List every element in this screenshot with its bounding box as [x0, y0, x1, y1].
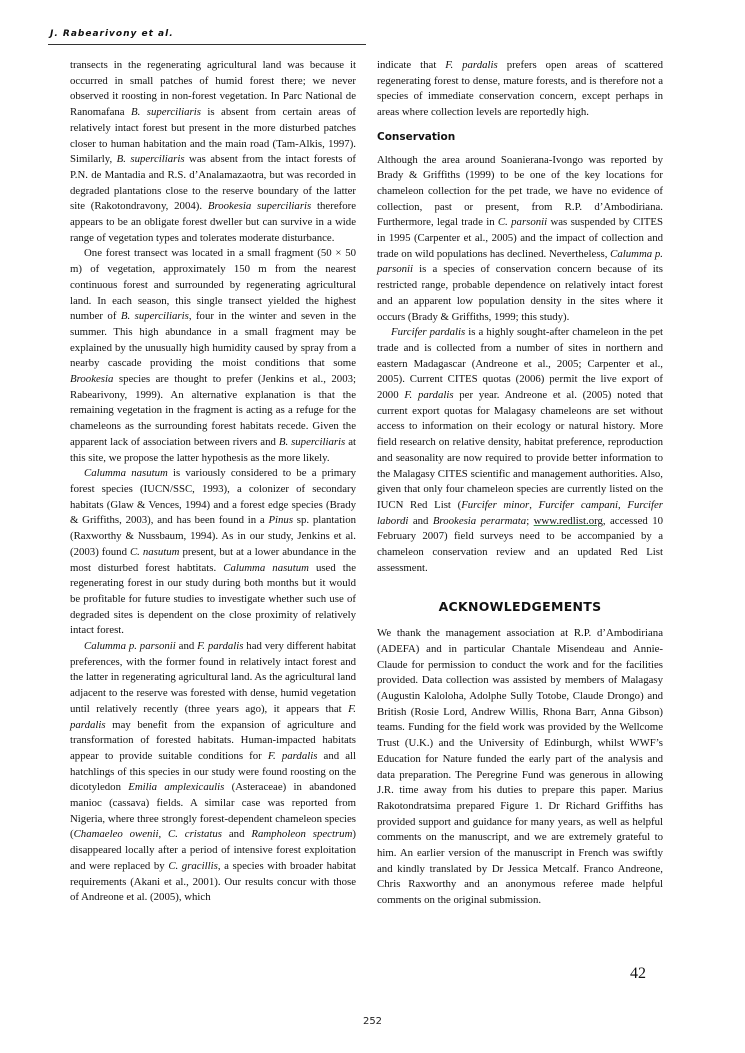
text-run: transects in the regenerating agricultural land was because it occurred in small patches of humid forest there; we never observed it roosting in non-forest vegetation. In Parc National de Ranomafana: [70, 59, 356, 119]
text-run: sp. plantation (Raxworthy & Nussbaum, 1994). As in our study, Jenkins et al. (2003) found: [70, 514, 356, 558]
species-name: Calumma p. parsonii: [377, 247, 663, 276]
text-run: prefers open areas of scattered regenerating forest to dense, mature forests, and is therefore not a species of immediate conservation concern, except perhaps in areas where collection levels are reportedly high.: [377, 59, 663, 119]
paragraph: [377, 325, 663, 576]
species-name: C. nasutum: [129, 545, 180, 558]
species-name: F. pardalis: [404, 389, 454, 402]
species-name: Brookesia perarmata: [432, 514, 527, 527]
header-rule: [48, 44, 366, 45]
text-run: was suspended by CITES in 1995 (Carpenter et al., 2005) and the impact of collection and trade on wild populations has declined. Nevertheless,: [377, 216, 663, 260]
species-name: B. superciliaris: [120, 310, 189, 323]
species-name: Furcifer campani: [538, 498, 619, 511]
text-run: per year. Andreone et al. (2005) noted that current export quotas for Malagasy chameleons are set without access to information on their ecology or natural history. More field research on relative density, habitat preference, reproduction and seasonality are now required to provide better information to the Malagasy CITES scientific and management authorities. Also, given that only four chameleon species are currently listed on the IUCN Red List (: [377, 389, 664, 511]
species-name: Brookesia superciliaris: [207, 200, 312, 213]
text-run: , a species with broader habitat requirements (Akani et al., 2001). Our results concur with those of Andreone et al. (2005), which: [70, 859, 357, 904]
text-run: One forest transect was located in a small fragment (50 × 50 m) of vegetation, approximately 150 m from the nearest continuous forest and surrounded by regenerating agricultural land. In each season, this single transect yielded the highest number of: [70, 247, 356, 323]
text-run: Although the area around Soanierana-Ivongo was reported by Brady & Griffiths (1999) to be one of the key locations for chameleon collection for the pet trade, we have no evidence of collection, past or present, from R.P. d’Ambodiriana. Furthermore, legal trade in: [377, 153, 663, 229]
text-run: present, but at a lower abundance in the most disturbed forest habtitats.: [70, 545, 357, 574]
text-run: had very different habitat preferences, with the former found in relatively intact forest and the latter in regenerating agricultural land. As the agricultural land adjacent to the reserve was forested with dense, humid vegetation until relatively recently (three years ago), it appears that: [70, 640, 357, 715]
species-name: Chamaeleo owenii: [73, 828, 159, 841]
species-name: B. superciliaris: [278, 435, 346, 448]
species-name: Brookesia: [70, 373, 114, 386]
species-name: F. pardalis: [267, 749, 318, 762]
species-name: Pinus: [268, 514, 294, 527]
text-run: We thank the management association at R.P. d’Ambodiriana (ADEFA) and in particular Chantale Misendeau and Annie-Claude for permission to conduct the work and for the facilities provided. Data collection was assisted by members of Malagasy (Augustin Kaloloha, Adolphe Sully Totobe, Claude Drongo) and British (Rosie Lord, Andrew Willis, Rhona Barr, Anna Gibson) teams. Funding for the field work was provided by the Wellcome Trust (U.K.) and the University of Edinburgh, whilst WWF’s Education for Nature funded the early part of the analysis and data preparation. The Peregrine Fund was generous in allowing J.R. time away from his duties to prepare this paper. Marius Rakotondratsima prepared Figure 1. Dr Richard Griffiths has provided support and guidance for many years, as well as helpful comments on the manuscript, and we are extremely grateful to him. An earlier version of the manuscript in French was swiftly and kindly translated by Dr Jessica Metcalf. Franco Andreone, Chris Raxworthy and an anonymous referee made helpful comments on the original submission.: [377, 627, 663, 907]
paragraph: [70, 466, 356, 639]
handwritten-page-number: 42: [630, 965, 646, 982]
text-run: ,: [529, 498, 539, 511]
running-head: J. Rabearivony et al.: [50, 29, 174, 39]
species-name: Emilia amplexicaulis: [128, 781, 225, 794]
species-name: Furcifer minor: [461, 498, 530, 511]
text-run: is absent from certain areas of relatively intact forest but present in the more disturbed patches closer to human habitation and the main road (Tam-Alkis, 1997). Similarly,: [70, 106, 356, 166]
text-run: may benefit from the expansion of agriculture and transformation of forested habitats. Human-impacted habitats appear to provide suitable conditions for: [70, 718, 356, 762]
species-name: F. pardalis: [70, 702, 356, 731]
text-run: (Asteraceae) in abandoned manioc (cassava) fields. A similar case was reported from Nigeria, where three strongly forest-dependent chameleon species (: [70, 781, 356, 841]
text-run: and: [175, 640, 198, 653]
paragraph: [70, 246, 356, 466]
paragraph: [70, 58, 356, 246]
text-run: at this site, we propose the latter hypothesis as the more likely.: [70, 435, 356, 464]
text-run: ,: [618, 498, 628, 511]
species-name: C. parsonii: [497, 216, 548, 229]
species-name: B. superciliaris: [131, 106, 201, 119]
text-run: therefore appears to be an obligate forest dweller but can survive in a wide range of vegetation types and tolerates moderate disturbance.: [70, 200, 356, 244]
species-name: B. superciliaris: [116, 153, 185, 166]
text-run: is a highly sought-after chameleon in the pet trade and is collected from a number of sites in northern and eastern Madagascar (Andreone et al., 2005; Carpenter et al., 2005). Current CITES quotas (2006) permit the live export of 2000: [377, 326, 663, 402]
text-run: , accessed 10 February 2007) field surveys need to be accompanied by a chameleon conservation review and an updated Red List assessment.: [377, 514, 663, 574]
text-run: ) disappeared locally after a period of intensive forest exploitation and were replaced by: [70, 828, 356, 872]
species-name: Furcifer pardalis: [391, 326, 466, 339]
species-name: C. cristatus: [168, 828, 222, 841]
text-run: ;: [526, 514, 534, 527]
text-run: and: [408, 514, 433, 527]
left-column: [70, 58, 356, 906]
species-name: Rampholeon spectrum: [251, 828, 353, 841]
species-name: F. pardalis: [197, 640, 244, 653]
text-run: and: [222, 828, 252, 841]
text-run: and all hatchlings of this species in our study were found roosting on the dicotyledon: [70, 749, 356, 794]
species-name: C. gracillis: [168, 859, 218, 872]
paragraph: [70, 639, 356, 906]
species-name: Calumma p. parsonii: [84, 640, 176, 653]
right-column: [377, 58, 663, 909]
text-run: is variously considered to be a primary forest species (IUCN/SSC, 1993), a colonizer of secondary habitats (Glaw & Vences, 1994) and a forest edge species (Brady & Griffiths, 2003), and has been found in a: [70, 467, 356, 527]
section-heading-acknowledgements: ACKNOWLEDGEMENTS: [438, 598, 602, 614]
web-link[interactable]: www.redlist.org: [533, 514, 603, 527]
section-heading-conservation: Conservation: [377, 130, 456, 143]
paragraph: [377, 153, 663, 326]
text-run: species are thought to prefer (Jenkins et al., 2003; Rabearivony, 1999). An alternative explanation is that the remaining vegetation in the fragment is acting as a refuge for the chameleons as the surrounding forest habitats recede. Given the apparent lack of association between rivers and: [70, 373, 356, 448]
species-name: Calumma nasutum: [223, 561, 309, 574]
species-name: Furcifer labordi: [377, 498, 664, 527]
text-run: indicate that: [377, 59, 446, 71]
paragraph: [377, 626, 663, 909]
text-run: used the regenerating forest in our study during both months but it would be profitable for future studies to investigate whether such use of degraded sites is dependent on the close proximity of relatively intact forest.: [70, 561, 356, 637]
species-name: Calumma nasutum: [84, 467, 168, 480]
species-name: F. pardalis: [445, 59, 498, 71]
text-run: ,: [158, 828, 169, 841]
text-run: was absent from the intact forests of P.N. de Mantadia and R.S. d’Analamazaotra, but was recorded in degraded plantations close to the reserve boundary of the latter site (Rakotondravony, 2004).: [70, 153, 356, 213]
text-run: , four in the winter and seven in the summer. This high abundance in a small fragment may be explained by the unusually high humidity caused by spray from a nearby cascade providing the moist conditions that some: [70, 310, 357, 370]
page-number: 252: [362, 1016, 383, 1027]
text-run: is a species of conservation concern because of its restricted range, probable dependence on relatively intact forest and an apparent low population density in the sites where it occurs (Brady & Griffiths, 1999; this study).: [377, 263, 663, 323]
paragraph: [377, 58, 663, 121]
